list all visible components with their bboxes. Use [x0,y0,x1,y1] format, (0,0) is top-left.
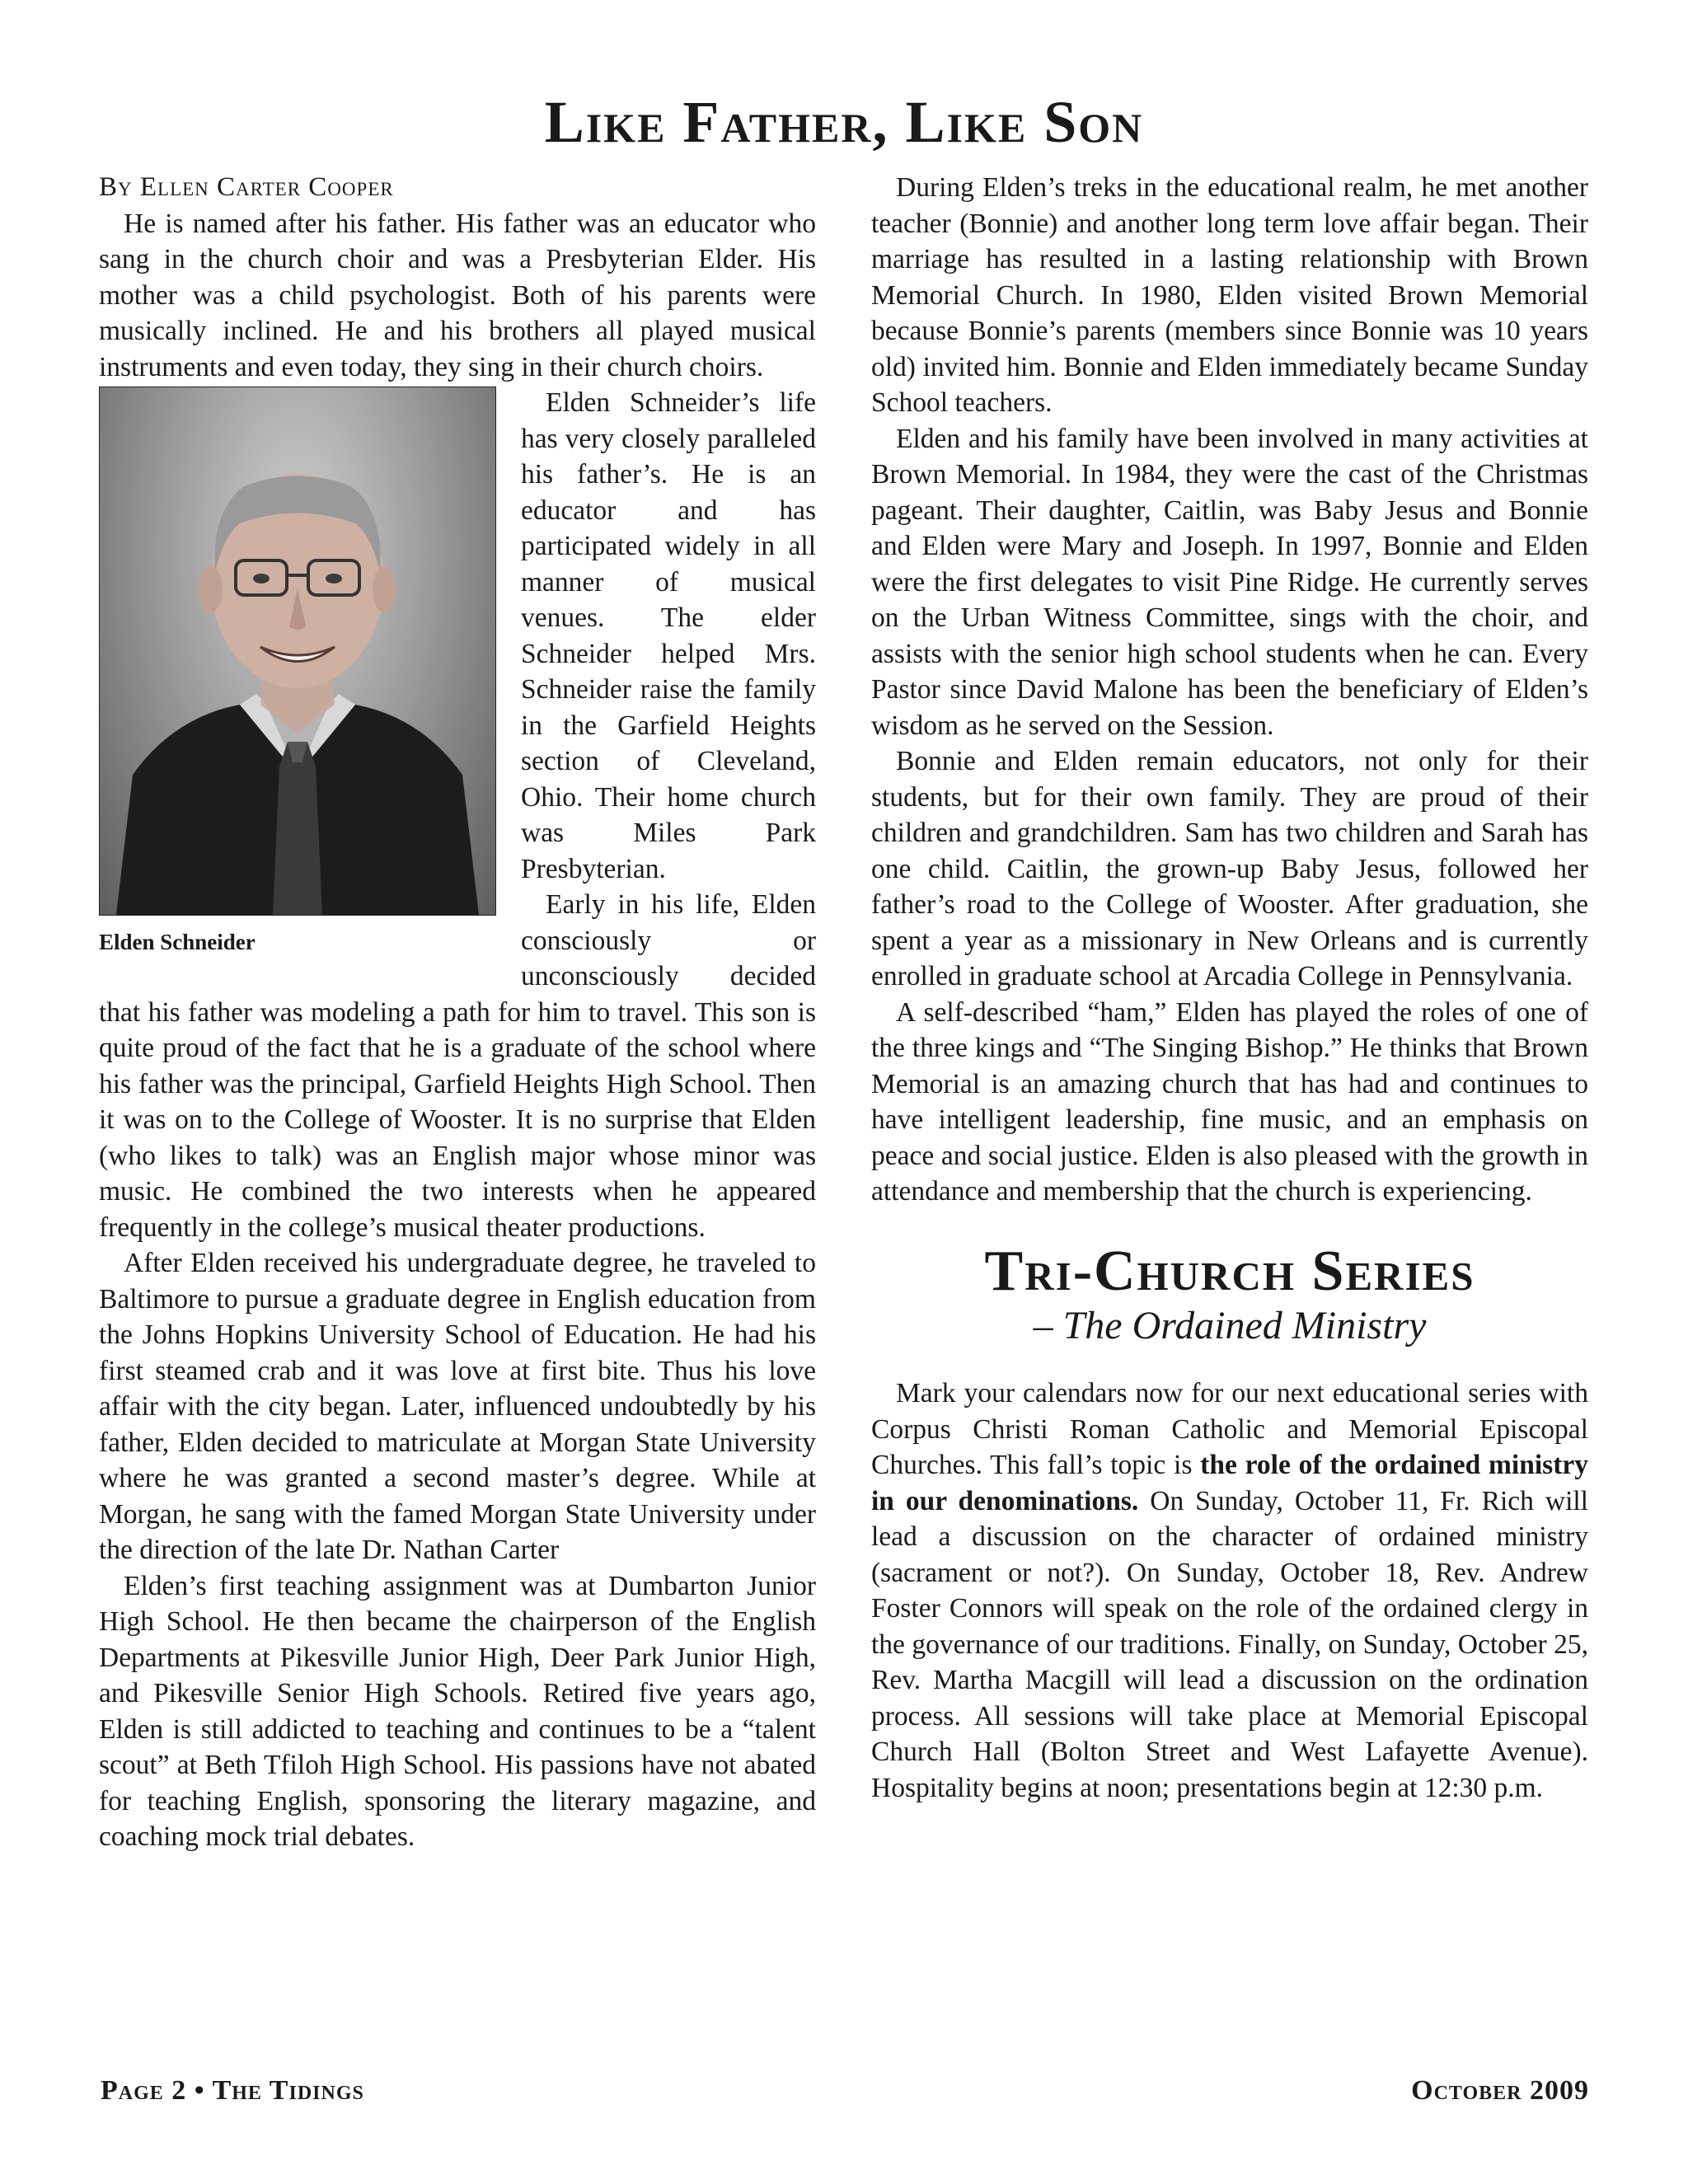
series-subtitle: – The Ordained Ministry [1033,1304,1427,1347]
article-paragraph: Bonnie and Elden remain educators, not only for their students, but for their own family. They are proud of their children and grandchildren. Sam has two children and Sarah has one child. Caitlin, the grown-up Baby Jesus, followed her father’s road to the College of Wooster. After graduation, she spent a year as a missionary in New Orleans and is currently enrolled in graduate school at Arcadia College in Pennsylvania. [871,746,1588,991]
series-details-text: On Sunday, October 11, Fr. Rich will lead a discussion on the character of ordained ministry (sacrament or not?). On Sunday, October 18, Rev. Andrew Foster Connors will speak on the role of the ordained clergy in the governance of our traditions. Finally, on Sunday, October 25, Rev. Martha Macgill will lead a discussion on the ordination process. All sessions will take place at Memorial Episcopal Church Hall (Bolton Street and West Lafayette Avenue). Hospitality begins at noon; presentations begin at 12:30 p.m. [871,1485,1588,1803]
article-paragraph: Early in his life, Elden consciously or unconsciously decided that his father was modeling a path for him to travel. This son is quite proud of the fact that he is a graduate of the school where his father was the principal, Garfield Heights High School. Then it was on to the College of Wooster. It is no surprise that Elden (who likes to talk) was an English major whose minor was music. He combined the two interests when he appeared frequently in the college’s musical theater productions. [99,889,816,1243]
article-paragraph: A self-described “ham,” Elden has played the roles of one of the three kings and “The Singing Bishop.” He thinks that Brown Memorial is an amazing church that has had and continues to have intelligent leadership, fine music, and an emphasis on peace and social justice. Elden is also pleased with the growth in attendance and membership that the church is experiencing. [871,996,1588,1207]
article-paragraph: Elden and his family have been involved in many activities at Brown Memorial. In 1984, they were the cast of the Christmas pageant. Their daughter, Caitlin, was Baby Jesus and Bonnie and Elden were Mary and Joseph. In 1997, Bonnie and Elden were the first delegates to visit Pine Ridge. He currently serves on the Urban Witness Committee, sings with the choir, and assists with the senior high school students when he can. Every Pastor since David Malone has been the beneficiary of Elden’s wisdom as he served on the Session. [871,423,1588,741]
series-paragraph [871,1376,1588,1806]
photo-figure [99,387,503,957]
portrait-illustration [100,387,495,915]
right-column [871,170,1588,1806]
article-paragraph: During Elden’s treks in the educational realm, he met another teacher (Bonnie) and another long term love affair began. Their marriage has resulted in a lasting relationship with Brown Memorial Church. In 1980, Elden visited Brown Memorial because Bonnie’s parents (members since Bonnie was 10 years old) invited him. Bonnie and Elden immediately became Sunday School teachers. [871,172,1588,418]
article-byline: By Ellen Carter Cooper [99,172,394,202]
footer-page-label: Page 2 • The Tidings [101,2075,364,2106]
left-column [99,170,816,1855]
portrait-photo [99,387,496,916]
series-topic-text: the role of the ordained ministry in our denominations. [871,1450,1588,1516]
article-paragraph: Elden’s first teaching assignment was at Dumbarton Junior High School. He then became the chairperson of the English Departments at Pikesville Junior High, Deer Park Junior High, and Pikesville Senior High Schools. Retired five years ago, Elden is still addicted to teaching and continues to be a “talent scout” at Beth Tfiloh High School. His passions have not abated for teaching English, sponsoring the literary magazine, and coaching mock trial debates. [99,1570,816,1852]
photo-caption: Elden Schneider [99,930,256,954]
article-paragraph: After Elden received his undergraduate degree, he traveled to Baltimore to pursue a graduate degree in English education from the Johns Hopkins University School of Education. He had his first steamed crab and it was love at first bite. Thus his love affair with the city began. Later, influenced undoubtedly by his father, Elden decided to matriculate at Morgan State University where he was granted a second master’s degree. While at Morgan, he sang with the famed Morgan State University under the direction of the late Dr. Nathan Carter [99,1248,816,1565]
article-paragraph: Elden Schneider’s life has very closely paralleled his father’s. He is an educator and has participated widely in all manner of musical venues. The elder Schneider helped Mrs. Schneider raise the family in the Garfield Heights section of Cleveland, Ohio. Their home church was Miles Park Presbyterian. [521,387,816,884]
footer-issue-date: October 2009 [1411,2075,1589,2106]
series-intro-text: Mark your calendars now for our next educational series with Corpus Christi Roman Catholic and Memorial Episcopal Churches. This fall’s topic is [871,1378,1588,1480]
series-title: Tri-Church Series [984,1239,1475,1303]
article-paragraph: He is named after his father. His father was an educator who sang in the church choir and was a Presbyterian Elder. His mother was a child psychologist. Both of his parents were musically inclined. He and his brothers all played musical instruments and even today, they sing in their church choirs. [99,208,816,382]
article-title: Like Father, Like Son [544,89,1144,155]
